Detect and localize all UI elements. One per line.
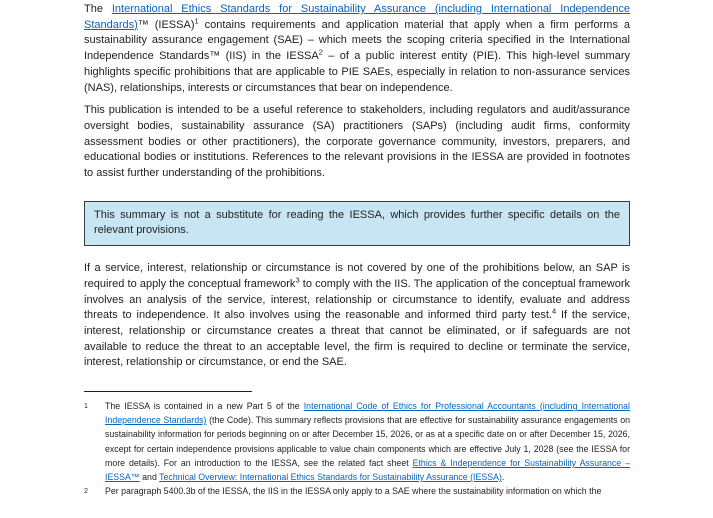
text-run: Per paragraph 5400.3b of the IESSA, the IIS in the IESSA only apply to a SAE where the sustainability information on which the: [105, 486, 602, 497]
text-run: The: [84, 3, 112, 15]
text-run: If the service, interest, relationship or circumstance creates a threat that cannot be eliminated, or if safeguards are not available to reduce the threat to an acceptable level, the firm is required to decline or terminate the service, interest, relationship or circumstance, or end the SAE.: [84, 309, 630, 369]
text-run: to comply with the IIS. The application of the conceptual framework involves an analysis of the service, interest, relationship or circumstance to identify, evaluate and address threats to independence. It also involves using the reasonable and informed third party test.: [84, 277, 631, 322]
text-run: (the Code). This summary reflects provisions that are effective for sustainability assurance engagements on sustainability information for periods beginning on or after December 15, 2026, or as at a specific date on or after December 15, 2026, except for certain independence provisions applicable to value chain components which are effective July 1, 2028 (see the IESSA for more details). For an introduction to the IESSA, see the related fact sheet: [105, 415, 630, 468]
inline-link[interactable]: International Ethics Standards for Sustainability Assurance (including International Independence Standards): [84, 3, 631, 31]
text-run: .: [501, 472, 505, 483]
footnote-marker: 1: [84, 403, 88, 411]
inline-link[interactable]: Technical Overview: International Ethics Standards for Sustainability Assurance (IESSA): [159, 472, 502, 483]
text-run: If a service, interest, relationship or circumstance is not covered by one of the prohibitions below, an SAP is required to apply the conceptual framework: [84, 262, 630, 290]
footnote-ref: 3: [295, 275, 300, 285]
text-run: The IESSA is contained in a new Part 5 of the: [105, 401, 304, 412]
footnote-text: [105, 399, 630, 484]
text-run: – of a public interest entity (PIE). This high-level summary highlights specific prohibitions that are applicable to PIE SAEs, especially in relation to non-assurance services (NAS), relationships, interests or circumstances that bear on independence.: [84, 50, 630, 94]
inline-link[interactable]: Ethics & Independence for Sustainability Assurance – IESSA™: [105, 457, 630, 483]
text-run: and: [139, 472, 160, 483]
summary-note-text: This summary is not a substitute for reading the IESSA, which provides further specific details on the relevant provisions.: [94, 208, 620, 237]
footnote-1: [84, 399, 630, 484]
inline-link[interactable]: International Code of Ethics for Professional Accountants (including International Independence Standards): [105, 401, 630, 426]
text-run: This publication is intended to be a useful reference to stakeholders, including regulators and audit/assurance oversight bodies, sustainability assurance (SA) practitioners (SAPs) (including audit firms, conformity assessment bodies or other practitioners), the corporate governance community, investors, preparers, and educational bodies or institutions. References to the relevant provisions in the IESSA are provided in footnotes to assist further understanding of the prohibitions.: [84, 104, 630, 180]
paragraph-intro: [84, 2, 630, 96]
footnote-marker: 2: [84, 488, 88, 496]
paragraph-conceptual-framework: [84, 261, 630, 371]
paragraph-audience: [84, 103, 630, 182]
summary-note-box: [84, 201, 630, 246]
footnote-2: [84, 484, 630, 499]
text-run: contains requirements and application material that apply when a firm performs a sustainability assurance engagement (SAE) – which meets the scoping criteria specified in the International Independence Standards™ (IIS) in the IESSA: [84, 18, 630, 63]
footnote-text: [105, 484, 630, 499]
footnote-ref: 1: [194, 16, 199, 26]
document-page: [84, 2, 630, 499]
text-run: ™ (IESSA): [137, 18, 195, 31]
footnote-ref: 4: [551, 306, 557, 316]
footnote-separator: [84, 391, 252, 392]
footnote-ref: 2: [318, 47, 323, 57]
